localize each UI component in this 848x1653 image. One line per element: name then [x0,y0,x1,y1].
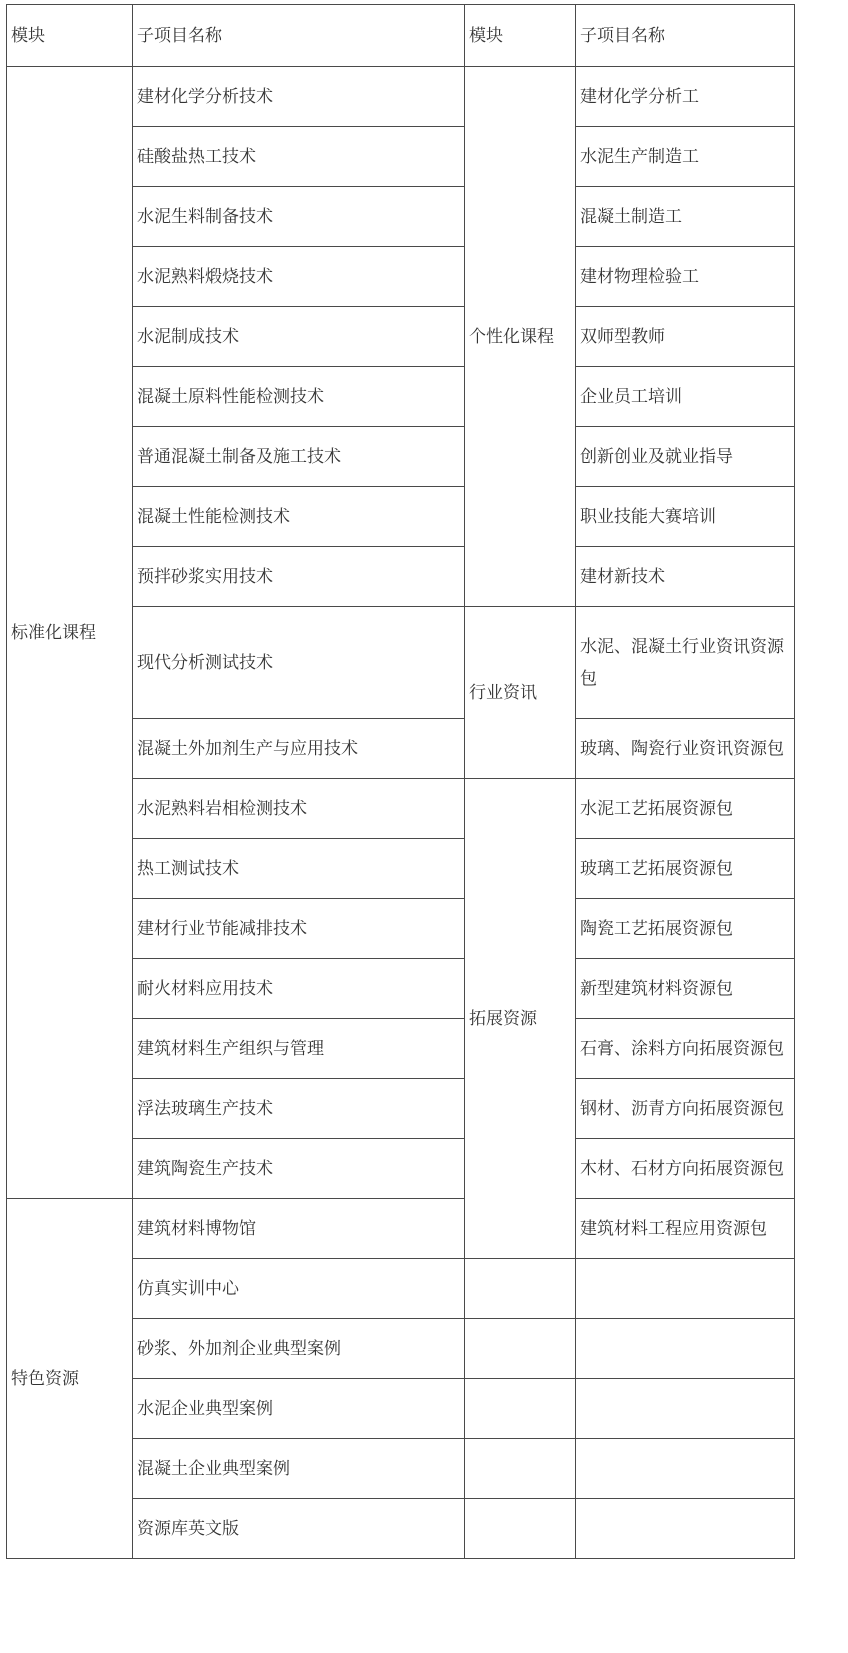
right-subitem [576,1439,795,1499]
left-subitem: 建材行业节能减排技术 [133,899,465,959]
module-special-resources: 特色资源 [7,1199,133,1559]
left-subitem: 浮法玻璃生产技术 [133,1079,465,1139]
module-expansion-resources: 拓展资源 [465,779,576,1259]
right-subitem: 水泥工艺拓展资源包 [576,779,795,839]
table-row [7,67,795,127]
header-module-2: 模块 [465,5,576,67]
right-subitem: 新型建筑材料资源包 [576,959,795,1019]
left-subitem: 混凝土外加剂生产与应用技术 [133,719,465,779]
left-subitem: 砂浆、外加剂企业典型案例 [133,1319,465,1379]
right-subitem: 双师型教师 [576,307,795,367]
right-subitem: 混凝土制造工 [576,187,795,247]
right-subitem: 钢材、沥青方向拓展资源包 [576,1079,795,1139]
right-subitem: 陶瓷工艺拓展资源包 [576,899,795,959]
left-subitem: 建筑材料生产组织与管理 [133,1019,465,1079]
left-subitem: 混凝土企业典型案例 [133,1439,465,1499]
header-module-1: 模块 [7,5,133,67]
resource-table [6,4,795,1559]
left-subitem: 水泥制成技术 [133,307,465,367]
left-subitem: 混凝土性能检测技术 [133,487,465,547]
header-subitem-2: 子项目名称 [576,5,795,67]
left-subitem: 硅酸盐热工技术 [133,127,465,187]
right-subitem: 企业员工培训 [576,367,795,427]
header-subitem-1: 子项目名称 [133,5,465,67]
left-subitem: 建筑材料博物馆 [133,1199,465,1259]
right-subitem: 水泥生产制造工 [576,127,795,187]
left-subitem: 资源库英文版 [133,1499,465,1559]
right-subitem: 玻璃、陶瓷行业资讯资源包 [576,719,795,779]
left-subitem: 普通混凝土制备及施工技术 [133,427,465,487]
left-subitem: 建材化学分析技术 [133,67,465,127]
table-row [7,1199,795,1259]
right-subitem [576,1379,795,1439]
left-subitem: 预拌砂浆实用技术 [133,547,465,607]
left-subitem: 耐火材料应用技术 [133,959,465,1019]
right-subitem: 水泥、混凝土行业资讯资源包 [576,607,795,719]
right-subitem: 创新创业及就业指导 [576,427,795,487]
right-subitem: 建材新技术 [576,547,795,607]
right-subitem [576,1499,795,1559]
right-subitem: 职业技能大赛培训 [576,487,795,547]
right-subitem: 建材化学分析工 [576,67,795,127]
module-personalized-courses: 个性化课程 [465,67,576,607]
right-subitem: 石膏、涂料方向拓展资源包 [576,1019,795,1079]
left-subitem: 水泥企业典型案例 [133,1379,465,1439]
empty-module-cell [465,1379,576,1439]
left-subitem: 仿真实训中心 [133,1259,465,1319]
left-subitem: 热工测试技术 [133,839,465,899]
empty-module-cell [465,1439,576,1499]
module-industry-news: 行业资讯 [465,607,576,779]
left-subitem: 水泥熟料岩相检测技术 [133,779,465,839]
empty-module-cell [465,1259,576,1319]
left-subitem: 建筑陶瓷生产技术 [133,1139,465,1199]
right-subitem: 建材物理检验工 [576,247,795,307]
module-standard-courses: 标准化课程 [7,67,133,1199]
empty-module-cell [465,1319,576,1379]
left-subitem: 水泥生料制备技术 [133,187,465,247]
left-subitem: 混凝土原料性能检测技术 [133,367,465,427]
right-subitem: 玻璃工艺拓展资源包 [576,839,795,899]
left-subitem: 现代分析测试技术 [133,607,465,719]
left-subitem: 水泥熟料煅烧技术 [133,247,465,307]
empty-module-cell [465,1499,576,1559]
right-subitem: 木材、石材方向拓展资源包 [576,1139,795,1199]
right-subitem [576,1259,795,1319]
right-subitem: 建筑材料工程应用资源包 [576,1199,795,1259]
header-row [7,5,795,67]
right-subitem [576,1319,795,1379]
